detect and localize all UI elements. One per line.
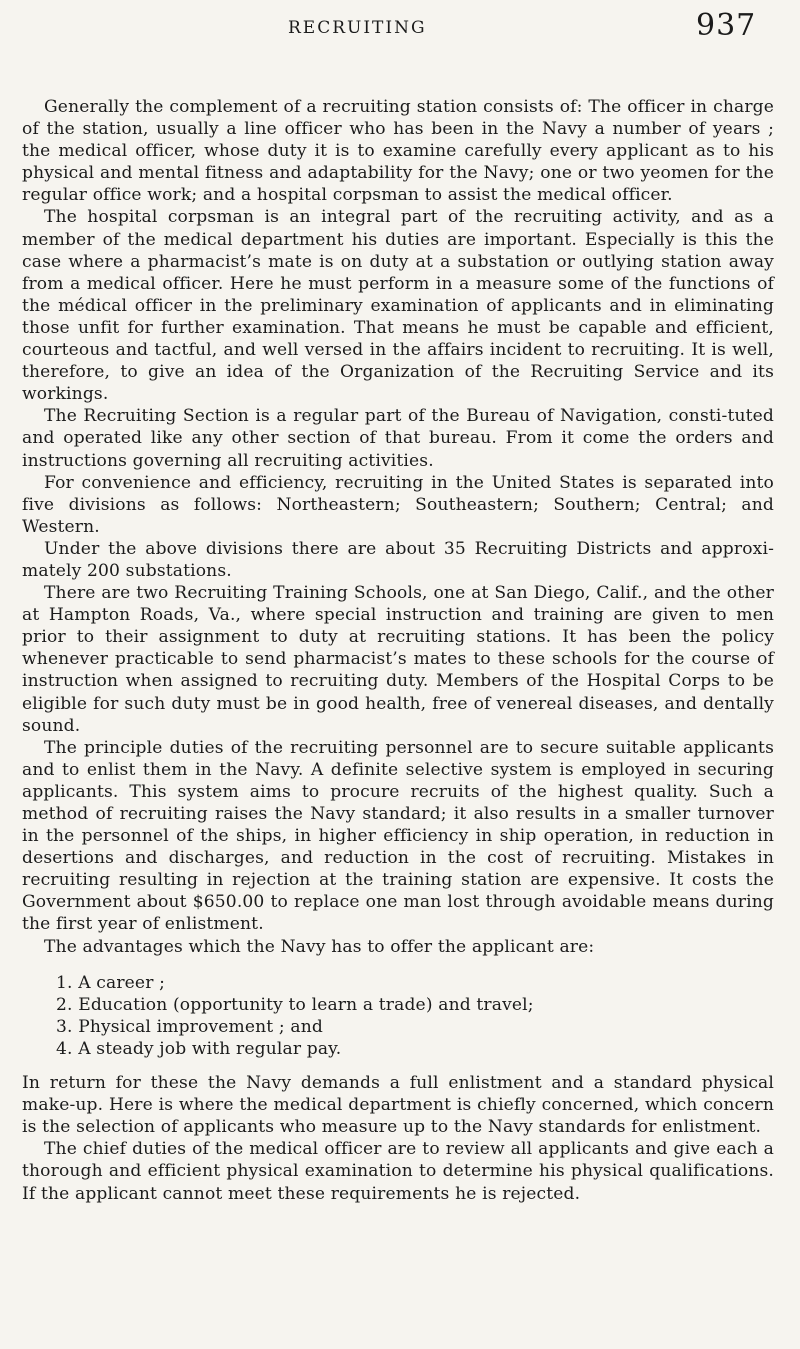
- paragraph-complement: Generally the complement of a recruiting station consists of: The officer in charge of the station, usually a line officer who has been in the Navy a number of years ; the medical officer, whose duty it is to examine carefully every applicant as to his physical and mental fitness and adaptability for the Navy; one or two yeomen for the regular office work; and a hospital corpsman to assist the medical officer.: [22, 97, 774, 206]
- paragraph-training-schools: There are two Recruiting Training Schools, one at San Diego, Calif., and the other at Hampton Roads, Va., where special instruction and training are given to men prior to their assignment to duty at recruiting stations. It has been the policy whenever practicable to send pharmacist’s mates to these schools for the course of instruction when assigned to recruiting duty. Members of the Hospital Corps to be eligible for such duty must be in good health, free of venereal diseases, and dentally sound.: [22, 583, 774, 736]
- paragraph-advantages-intro: The advantages which the Navy has to offer the applicant are:: [44, 936, 595, 957]
- list-item: 2. Education (opportunity to learn a trade) and travel;: [56, 994, 534, 1015]
- list-item: 1. A career ;: [56, 972, 166, 993]
- paragraph-principle-duties: The principle duties of the recruiting personnel are to secure suitable applicants and to enlist them in the Navy. A definite selective system is employed in securing applicants. This system aims to procure recruits of the highest quality. Such a method of recruiting raises the Navy standard; it also results in a smaller turnover in the personnel of the ships, in higher efficiency in ship operation, in reduction in desertions and discharges, and reduction in the cost of recruiting. Mistakes in recruiting resulting in rejection at the training station are expensive. It costs the Government about $650.00 to replace one man lost through avoidable means during the first year of enlistment.: [22, 737, 774, 935]
- paragraph-recruiting-section: The Recruiting Section is a regular part of the Bureau of Navigation, consti-tuted and operated like any other section of that bureau. From it come the orders and instructions governing all recruiting activities.: [22, 406, 774, 471]
- paragraph-districts: Under the above divisions there are about 35 Recruiting Districts and approxi-mately 200 substations.: [22, 538, 774, 581]
- paragraph-divisions: For convenience and efficiency, recruiting in the United States is separated into five divisions as follows: Northeastern; Southeastern; Southern; Central; and Western.: [22, 472, 774, 537]
- page-number: 937: [696, 8, 757, 43]
- body-text: [22, 96, 774, 1205]
- running-head: [0, 8, 800, 42]
- running-title: RECRUITING: [288, 18, 427, 38]
- paragraph-hospital-corpsman: The hospital corpsman is an integral part of the recruiting activity, and as a member of the medical department his duties are important. Especially is this the case where a pharmacist’s mate is on duty at a substation or outlying station away from a medical officer. Here he must perform in a measure some of the functions of the médical officer in the preliminary examination of applicants and in eliminating those unfit for further examination. That means he must be capable and efficient, courteous and tactful, and well versed in the affairs incident to recruiting. It is well, therefore, to give an idea of the Organization of the Recruiting Service and its workings.: [22, 207, 774, 405]
- advantages-list: [22, 972, 774, 1060]
- paragraph-medical-officer-duties: The chief duties of the medical officer are to review all applicants and give each a thorough and efficient physical examination to determine his physical qualifications. If the applicant cannot meet these requirements he is rejected.: [22, 1139, 774, 1204]
- list-item: 4. A steady job with regular pay.: [56, 1038, 342, 1059]
- paragraph-in-return: In return for these the Navy demands a full enlistment and a standard physical make-up. Here is where the medical department is chiefly concerned, which concern is the selection of applicants who measure up to the Navy standards for enlistment.: [22, 1073, 774, 1138]
- list-item: 3. Physical improvement ; and: [56, 1016, 323, 1037]
